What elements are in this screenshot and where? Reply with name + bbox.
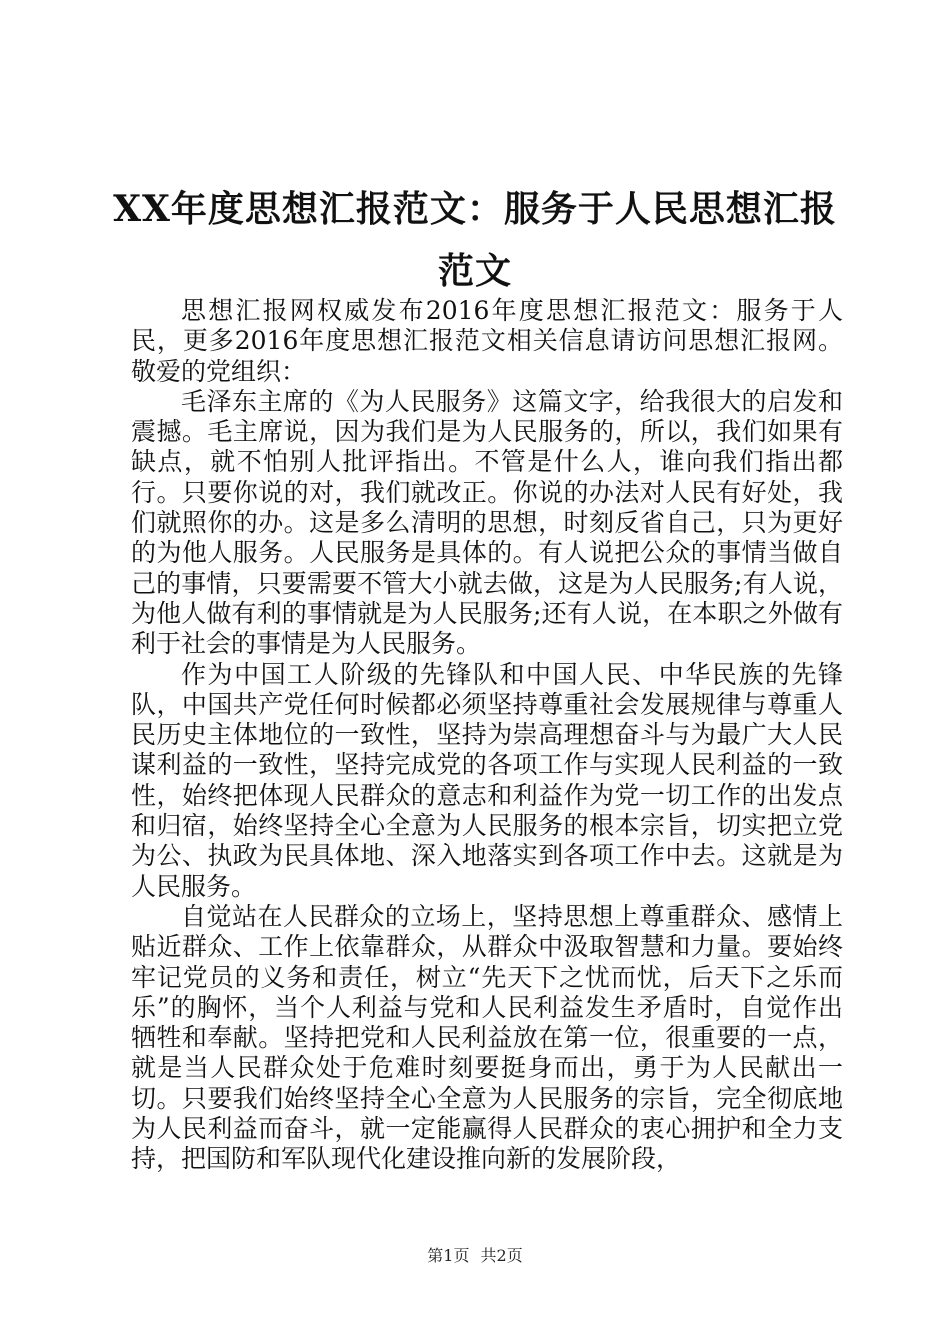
page-total: 共2页 (480, 1246, 523, 1265)
page-number: 第1页 (427, 1246, 470, 1265)
document-body (131, 296, 843, 1175)
paragraph: 作为中国工人阶级的先锋队和中国人民、中华民族的先锋队，中国共产党任何时候都必须坚持尊重社会发展规律与尊重人民历史主体地位的一致性，坚持为崇高理想奋斗与为最广大人民谋利益的一致性，坚持完成党的各项工作与实现人民利益的一致性，始终把体现人民群众的意志和利益作为党一切工作的出发点和归宿，始终坚持全心全意为人民服务的根本宗旨，切实把立党为公、执政为民具体地、深入地落实到各项工作中去。这就是为人民服务。 (131, 659, 843, 901)
document-title: XX年度思想汇报范文：服务于人民思想汇报范文 (113, 188, 837, 292)
page-footer (0, 1243, 950, 1266)
paragraph: 思想汇报网权威发布2016年度思想汇报范文：服务于人民，更多2016年度思想汇报范文相关信息请访问思想汇报网。敬爱的党组织： (131, 296, 843, 386)
paragraph: 毛泽东主席的《为人民服务》这篇文字，给我很大的启发和震撼。毛主席说，因为我们是为人民服务的，所以，我们如果有缺点，就不怕别人批评指出。不管是什么人，谁向我们指出都行。只要你说的对，我们就改正。你说的办法对人民有好处，我们就照你的办。这是多么清明的思想，时刻反省自己，只为更好的为他人服务。人民服务是具体的。有人说把公众的事情当做自己的事情，只要需要不管大小就去做，这是为人民服务;有人说，为他人做有利的事情就是为人民服务;还有人说，在本职之外做有利于社会的事情是为人民服务。 (131, 386, 843, 659)
paragraph: 自觉站在人民群众的立场上，坚持思想上尊重群众、感情上贴近群众、工作上依靠群众，从群众中汲取智慧和力量。要始终牢记党员的义务和责任，树立“先天下之忧而忧，后天下之乐而乐”的胸怀，当个人利益与党和人民利益发生矛盾时，自觉作出牺牲和奉献。坚持把党和人民利益放在第一位，很重要的一点，就是当人民群众处于危难时刻要挺身而出，勇于为人民献出一切。只要我们始终坚持全心全意为人民服务的宗旨，完全彻底地为人民利益而奋斗，就一定能赢得人民群众的衷心拥护和全力支持，把国防和军队现代化建设推向新的发展阶段， (131, 901, 843, 1174)
